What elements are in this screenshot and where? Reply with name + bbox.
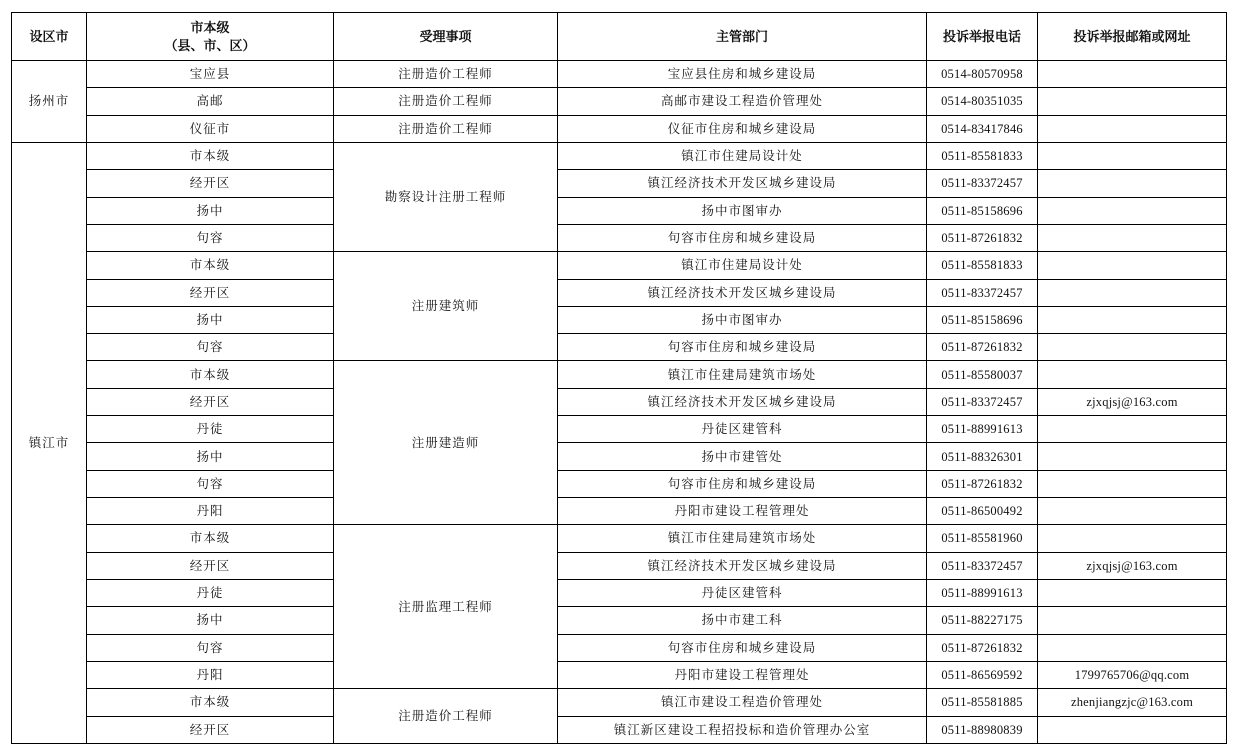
header-email: 投诉举报邮箱或网址 [1038, 13, 1227, 61]
table-row [12, 388, 1227, 415]
email-cell [1038, 361, 1227, 388]
department-cell: 镇江市住建局建筑市场处 [558, 525, 927, 552]
department-cell: 句容市住房和城乡建设局 [558, 634, 927, 661]
table-row [12, 334, 1227, 361]
table-row [12, 634, 1227, 661]
department-cell: 仪征市住房和城乡建设局 [558, 115, 927, 142]
table-row [12, 525, 1227, 552]
district-cell: 丹徒 [87, 416, 334, 443]
table-row [12, 224, 1227, 251]
item-cell: 注册造价工程师 [334, 88, 558, 115]
phone-cell: 0511-83372457 [927, 388, 1038, 415]
department-cell: 丹阳市建设工程管理处 [558, 661, 927, 688]
department-cell: 扬中市建工科 [558, 607, 927, 634]
district-cell: 句容 [87, 470, 334, 497]
email-cell [1038, 306, 1227, 333]
email-cell [1038, 634, 1227, 661]
email-cell [1038, 607, 1227, 634]
district-cell: 经开区 [87, 716, 334, 743]
district-cell: 扬中 [87, 306, 334, 333]
phone-cell: 0511-85581833 [927, 142, 1038, 169]
email-cell: 1799765706@qq.com [1038, 661, 1227, 688]
department-cell: 句容市住房和城乡建设局 [558, 224, 927, 251]
table-row [12, 142, 1227, 169]
email-cell [1038, 61, 1227, 88]
district-cell: 经开区 [87, 279, 334, 306]
header-district-line1: 市本级 [190, 19, 230, 35]
phone-cell: 0511-87261832 [927, 634, 1038, 661]
table-row [12, 579, 1227, 606]
phone-cell: 0511-83372457 [927, 552, 1038, 579]
email-cell [1038, 716, 1227, 743]
phone-cell: 0514-80570958 [927, 61, 1038, 88]
table-row [12, 498, 1227, 525]
district-cell: 丹阳 [87, 498, 334, 525]
email-cell: zjxqjsj@163.com [1038, 552, 1227, 579]
district-cell: 经开区 [87, 552, 334, 579]
email-cell [1038, 170, 1227, 197]
district-cell: 扬中 [87, 197, 334, 224]
table-row [12, 279, 1227, 306]
phone-cell: 0511-85581885 [927, 689, 1038, 716]
table-row [12, 361, 1227, 388]
item-cell: 注册监理工程师 [334, 525, 558, 689]
header-district-line2: （县、市、区） [164, 37, 256, 53]
phone-cell: 0511-88227175 [927, 607, 1038, 634]
district-cell: 市本级 [87, 525, 334, 552]
phone-cell: 0514-83417846 [927, 115, 1038, 142]
table-row [12, 306, 1227, 333]
phone-cell: 0511-86569592 [927, 661, 1038, 688]
email-cell [1038, 443, 1227, 470]
table-row [12, 252, 1227, 279]
table-row [12, 661, 1227, 688]
phone-cell: 0511-87261832 [927, 224, 1038, 251]
header-district [87, 13, 334, 61]
department-cell: 句容市住房和城乡建设局 [558, 470, 927, 497]
department-cell: 镇江经济技术开发区城乡建设局 [558, 552, 927, 579]
department-cell: 丹阳市建设工程管理处 [558, 498, 927, 525]
department-cell: 丹徒区建管科 [558, 416, 927, 443]
email-cell: zhenjiangzjc@163.com [1038, 689, 1227, 716]
email-cell: zjxqjsj@163.com [1038, 388, 1227, 415]
district-cell: 市本级 [87, 689, 334, 716]
email-cell [1038, 252, 1227, 279]
phone-cell: 0511-87261832 [927, 470, 1038, 497]
department-cell: 镇江市住建局建筑市场处 [558, 361, 927, 388]
table-row [12, 61, 1227, 88]
phone-cell: 0511-85580037 [927, 361, 1038, 388]
complaint-contact-table [11, 12, 1227, 744]
table-row [12, 170, 1227, 197]
department-cell: 镇江经济技术开发区城乡建设局 [558, 170, 927, 197]
phone-cell: 0511-85158696 [927, 197, 1038, 224]
city-cell: 镇江市 [12, 142, 87, 743]
header-item: 受理事项 [334, 13, 558, 61]
district-cell: 市本级 [87, 142, 334, 169]
table-row [12, 607, 1227, 634]
district-cell: 经开区 [87, 388, 334, 415]
table-row [12, 416, 1227, 443]
email-cell [1038, 224, 1227, 251]
district-cell: 句容 [87, 634, 334, 661]
phone-cell: 0511-88991613 [927, 579, 1038, 606]
header-row [12, 13, 1227, 61]
header-city: 设区市 [12, 13, 87, 61]
phone-cell: 0511-87261832 [927, 334, 1038, 361]
district-cell: 句容 [87, 224, 334, 251]
district-cell: 句容 [87, 334, 334, 361]
department-cell: 镇江新区建设工程招投标和造价管理办公室 [558, 716, 927, 743]
department-cell: 扬中市图审办 [558, 197, 927, 224]
table-row [12, 443, 1227, 470]
email-cell [1038, 88, 1227, 115]
header-phone: 投诉举报电话 [927, 13, 1038, 61]
item-cell: 注册建筑师 [334, 252, 558, 361]
item-cell: 勘察设计注册工程师 [334, 142, 558, 251]
district-cell: 扬中 [87, 607, 334, 634]
district-cell: 扬中 [87, 443, 334, 470]
district-cell: 市本级 [87, 252, 334, 279]
table-row [12, 689, 1227, 716]
item-cell: 注册造价工程师 [334, 61, 558, 88]
email-cell [1038, 142, 1227, 169]
district-cell: 高邮 [87, 88, 334, 115]
district-cell: 市本级 [87, 361, 334, 388]
district-cell: 经开区 [87, 170, 334, 197]
phone-cell: 0511-85581833 [927, 252, 1038, 279]
table-row [12, 552, 1227, 579]
phone-cell: 0511-88326301 [927, 443, 1038, 470]
department-cell: 镇江经济技术开发区城乡建设局 [558, 279, 927, 306]
city-cell: 扬州市 [12, 61, 87, 143]
email-cell [1038, 416, 1227, 443]
district-cell: 宝应县 [87, 61, 334, 88]
phone-cell: 0511-85158696 [927, 306, 1038, 333]
district-cell: 仪征市 [87, 115, 334, 142]
email-cell [1038, 498, 1227, 525]
item-cell: 注册造价工程师 [334, 689, 558, 744]
phone-cell: 0511-86500492 [927, 498, 1038, 525]
department-cell: 镇江市住建局设计处 [558, 252, 927, 279]
district-cell: 丹徒 [87, 579, 334, 606]
header-department: 主管部门 [558, 13, 927, 61]
email-cell [1038, 115, 1227, 142]
department-cell: 宝应县住房和城乡建设局 [558, 61, 927, 88]
phone-cell: 0511-88991613 [927, 416, 1038, 443]
phone-cell: 0511-88980839 [927, 716, 1038, 743]
department-cell: 镇江经济技术开发区城乡建设局 [558, 388, 927, 415]
department-cell: 镇江市建设工程造价管理处 [558, 689, 927, 716]
department-cell: 镇江市住建局设计处 [558, 142, 927, 169]
department-cell: 扬中市图审办 [558, 306, 927, 333]
district-cell: 丹阳 [87, 661, 334, 688]
table-row [12, 115, 1227, 142]
table-row [12, 88, 1227, 115]
phone-cell: 0511-85581960 [927, 525, 1038, 552]
department-cell: 丹徒区建管科 [558, 579, 927, 606]
table-row [12, 197, 1227, 224]
table-row [12, 470, 1227, 497]
department-cell: 高邮市建设工程造价管理处 [558, 88, 927, 115]
email-cell [1038, 334, 1227, 361]
email-cell [1038, 470, 1227, 497]
email-cell [1038, 197, 1227, 224]
phone-cell: 0511-83372457 [927, 170, 1038, 197]
document-page [11, 12, 1226, 744]
phone-cell: 0511-83372457 [927, 279, 1038, 306]
item-cell: 注册造价工程师 [334, 115, 558, 142]
item-cell: 注册建造师 [334, 361, 558, 525]
email-cell [1038, 579, 1227, 606]
phone-cell: 0514-80351035 [927, 88, 1038, 115]
table-row [12, 716, 1227, 743]
department-cell: 扬中市建管处 [558, 443, 927, 470]
department-cell: 句容市住房和城乡建设局 [558, 334, 927, 361]
email-cell [1038, 525, 1227, 552]
email-cell [1038, 279, 1227, 306]
